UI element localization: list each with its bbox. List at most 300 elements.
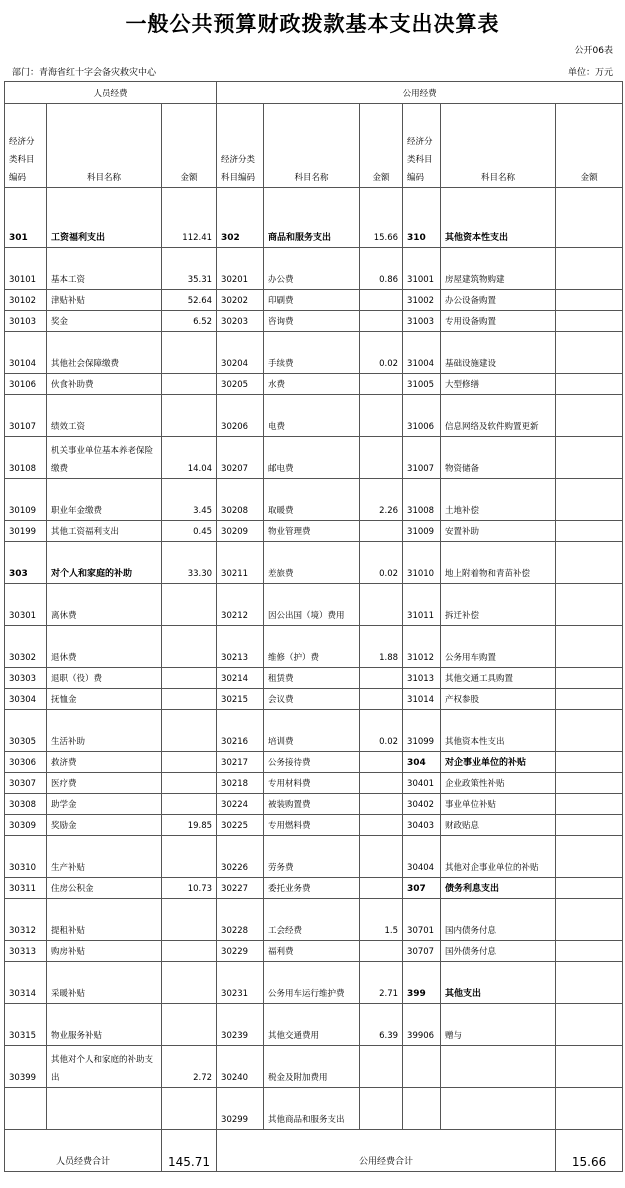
amount-cell <box>360 311 403 332</box>
name-cell: 劳务费 <box>264 836 360 878</box>
name-cell: 津贴补贴 <box>47 290 162 311</box>
code-cell: 30315 <box>5 1004 47 1046</box>
table-row <box>5 752 623 773</box>
name-cell: 福利费 <box>264 941 360 962</box>
code-cell: 30402 <box>403 794 441 815</box>
table-row <box>5 710 623 752</box>
amount-cell <box>556 542 623 584</box>
amount-cell: 0.02 <box>360 542 403 584</box>
name-header: 科目名称 <box>47 104 162 188</box>
amount-cell <box>360 584 403 626</box>
name-cell: 房屋建筑物购建 <box>441 248 556 290</box>
name-cell: 专用设备购置 <box>441 311 556 332</box>
code-cell: 30403 <box>403 815 441 836</box>
code-cell: 30309 <box>5 815 47 836</box>
table-row <box>5 542 623 584</box>
code-cell: 30211 <box>217 542 264 584</box>
name-cell: 助学金 <box>47 794 162 815</box>
code-cell <box>403 1088 441 1130</box>
table-row <box>5 395 623 437</box>
amount-header: 金额 <box>360 104 403 188</box>
amount-cell <box>360 1088 403 1130</box>
name-cell: 基础设施建设 <box>441 332 556 374</box>
name-cell: 基本工资 <box>47 248 162 290</box>
table-row <box>5 878 623 899</box>
name-cell: 办公费 <box>264 248 360 290</box>
amount-cell <box>360 878 403 899</box>
page-title: 一般公共预算财政拨款基本支出决算表 <box>125 11 500 36</box>
code-cell: 30306 <box>5 752 47 773</box>
code-header: 经济分类科目编码 <box>403 104 441 188</box>
amount-cell: 2.72 <box>162 1046 217 1088</box>
amount-cell <box>556 626 623 668</box>
amount-cell <box>556 188 623 248</box>
amount-cell <box>360 752 403 773</box>
name-cell: 商品和服务支出 <box>264 188 360 248</box>
code-cell: 30229 <box>217 941 264 962</box>
code-cell: 39906 <box>403 1004 441 1046</box>
name-cell: 退休费 <box>47 626 162 668</box>
name-cell: 其他社会保障缴费 <box>47 332 162 374</box>
code-cell: 30206 <box>217 395 264 437</box>
amount-cell <box>556 584 623 626</box>
amount-cell <box>162 584 217 626</box>
public-total-label: 公用经费合计 <box>217 1130 556 1172</box>
code-cell: 30307 <box>5 773 47 794</box>
amount-cell: 15.66 <box>360 188 403 248</box>
amount-cell <box>556 521 623 542</box>
code-cell: 30101 <box>5 248 47 290</box>
name-cell <box>441 1088 556 1130</box>
code-cell: 30302 <box>5 626 47 668</box>
amount-cell <box>556 311 623 332</box>
name-cell: 伙食补助费 <box>47 374 162 395</box>
amount-cell: 1.5 <box>360 899 403 941</box>
code-cell: 302 <box>217 188 264 248</box>
amount-cell: 0.02 <box>360 332 403 374</box>
amount-cell <box>360 374 403 395</box>
name-cell: 公务用车运行维护费 <box>264 962 360 1004</box>
name-cell <box>47 1088 162 1130</box>
table-row <box>5 1004 623 1046</box>
code-cell: 30204 <box>217 332 264 374</box>
name-cell: 住房公积金 <box>47 878 162 899</box>
name-cell: 大型修缮 <box>441 374 556 395</box>
code-cell: 31002 <box>403 290 441 311</box>
amount-header: 金额 <box>556 104 623 188</box>
code-cell: 30303 <box>5 668 47 689</box>
amount-cell <box>162 794 217 815</box>
name-cell: 其他交通工具购置 <box>441 668 556 689</box>
code-cell: 30226 <box>217 836 264 878</box>
code-cell: 30314 <box>5 962 47 1004</box>
amount-cell <box>556 668 623 689</box>
code-cell: 30217 <box>217 752 264 773</box>
table-row <box>5 626 623 668</box>
code-cell: 31099 <box>403 710 441 752</box>
code-cell: 30312 <box>5 899 47 941</box>
code-cell: 30103 <box>5 311 47 332</box>
name-cell: 产权参股 <box>441 689 556 710</box>
code-cell: 31008 <box>403 479 441 521</box>
amount-cell <box>556 773 623 794</box>
table-row <box>5 479 623 521</box>
personnel-total-value: 145.71 <box>162 1130 217 1172</box>
amount-cell <box>556 1088 623 1130</box>
amount-cell <box>556 899 623 941</box>
name-cell: 其他资本性支出 <box>441 188 556 248</box>
amount-cell <box>556 689 623 710</box>
amount-cell: 0.02 <box>360 710 403 752</box>
code-cell: 30299 <box>217 1088 264 1130</box>
code-cell <box>403 1046 441 1088</box>
name-cell: 其他资本性支出 <box>441 710 556 752</box>
table-row <box>5 521 623 542</box>
code-cell: 31012 <box>403 626 441 668</box>
amount-cell: 0.86 <box>360 248 403 290</box>
amount-cell: 14.04 <box>162 437 217 479</box>
name-cell <box>441 1046 556 1088</box>
table-row <box>5 668 623 689</box>
table-row <box>5 311 623 332</box>
amount-cell <box>556 962 623 1004</box>
code-cell: 30228 <box>217 899 264 941</box>
amount-cell <box>162 395 217 437</box>
name-cell: 医疗费 <box>47 773 162 794</box>
table-row <box>5 248 623 290</box>
code-cell: 30213 <box>217 626 264 668</box>
code-cell: 30216 <box>217 710 264 752</box>
code-cell: 30214 <box>217 668 264 689</box>
table-row <box>5 584 623 626</box>
name-cell: 租赁费 <box>264 668 360 689</box>
code-cell: 30208 <box>217 479 264 521</box>
code-cell: 30401 <box>403 773 441 794</box>
code-cell: 30308 <box>5 794 47 815</box>
amount-cell: 10.73 <box>162 878 217 899</box>
public-total-value: 15.66 <box>556 1130 623 1172</box>
amount-cell <box>556 479 623 521</box>
table-row <box>5 794 623 815</box>
code-cell: 30215 <box>217 689 264 710</box>
code-cell: 31011 <box>403 584 441 626</box>
amount-cell <box>360 395 403 437</box>
code-cell: 30212 <box>217 584 264 626</box>
amount-cell <box>556 1004 623 1046</box>
code-cell: 303 <box>5 542 47 584</box>
name-cell: 专用燃料费 <box>264 815 360 836</box>
amount-cell <box>360 815 403 836</box>
name-cell: 培训费 <box>264 710 360 752</box>
amount-cell <box>162 332 217 374</box>
amount-cell <box>556 1046 623 1088</box>
name-cell: 企业政策性补贴 <box>441 773 556 794</box>
amount-cell <box>162 689 217 710</box>
amount-cell <box>162 668 217 689</box>
code-cell: 310 <box>403 188 441 248</box>
name-cell: 物业管理费 <box>264 521 360 542</box>
name-cell: 电费 <box>264 395 360 437</box>
code-cell: 30202 <box>217 290 264 311</box>
name-cell: 其他对企事业单位的补贴 <box>441 836 556 878</box>
name-cell: 委托业务费 <box>264 878 360 899</box>
table-row <box>5 374 623 395</box>
amount-cell <box>162 710 217 752</box>
name-cell: 邮电费 <box>264 437 360 479</box>
code-cell: 31001 <box>403 248 441 290</box>
name-cell: 专用材料费 <box>264 773 360 794</box>
amount-cell <box>556 794 623 815</box>
amount-cell <box>556 248 623 290</box>
amount-cell <box>162 941 217 962</box>
name-cell: 奖励金 <box>47 815 162 836</box>
code-cell: 31004 <box>403 332 441 374</box>
amount-cell <box>162 773 217 794</box>
amount-cell <box>360 836 403 878</box>
name-cell: 事业单位补贴 <box>441 794 556 815</box>
code-cell: 307 <box>403 878 441 899</box>
name-cell: 其他交通费用 <box>264 1004 360 1046</box>
code-cell: 30218 <box>217 773 264 794</box>
name-cell: 提租补贴 <box>47 899 162 941</box>
amount-cell <box>162 962 217 1004</box>
code-cell: 30203 <box>217 311 264 332</box>
name-cell: 退职（役）费 <box>47 668 162 689</box>
code-cell: 31006 <box>403 395 441 437</box>
name-cell: 水费 <box>264 374 360 395</box>
amount-cell: 52.64 <box>162 290 217 311</box>
code-cell: 30199 <box>5 521 47 542</box>
name-cell: 国内债务付息 <box>441 899 556 941</box>
amount-cell: 6.52 <box>162 311 217 332</box>
amount-cell: 3.45 <box>162 479 217 521</box>
name-cell: 生产补贴 <box>47 836 162 878</box>
amount-cell: 2.71 <box>360 962 403 1004</box>
name-cell: 职业年金缴费 <box>47 479 162 521</box>
code-cell: 30311 <box>5 878 47 899</box>
code-cell: 30207 <box>217 437 264 479</box>
code-cell: 30109 <box>5 479 47 521</box>
code-cell: 30209 <box>217 521 264 542</box>
name-cell: 工会经费 <box>264 899 360 941</box>
table-row <box>5 332 623 374</box>
name-cell: 手续费 <box>264 332 360 374</box>
amount-cell <box>360 941 403 962</box>
code-cell: 31003 <box>403 311 441 332</box>
code-cell <box>5 1088 47 1130</box>
name-cell: 土地补偿 <box>441 479 556 521</box>
table-row <box>5 773 623 794</box>
code-cell: 30104 <box>5 332 47 374</box>
amount-cell: 6.39 <box>360 1004 403 1046</box>
name-cell: 其他对个人和家庭的补助支出 <box>47 1046 162 1088</box>
code-cell: 30310 <box>5 836 47 878</box>
public-header: 公用经费 <box>217 82 623 104</box>
code-cell: 30399 <box>5 1046 47 1088</box>
name-cell: 因公出国（境）费用 <box>264 584 360 626</box>
name-cell: 机关事业单位基本养老保险缴费 <box>47 437 162 479</box>
name-header: 科目名称 <box>264 104 360 188</box>
name-header: 科目名称 <box>441 104 556 188</box>
table-row <box>5 962 623 1004</box>
amount-cell <box>556 710 623 752</box>
amount-cell <box>360 773 403 794</box>
table-row <box>5 815 623 836</box>
name-cell: 咨询费 <box>264 311 360 332</box>
amount-cell <box>162 836 217 878</box>
code-cell: 301 <box>5 188 47 248</box>
code-cell: 31014 <box>403 689 441 710</box>
code-cell: 30201 <box>217 248 264 290</box>
name-cell: 奖金 <box>47 311 162 332</box>
name-cell: 信息网络及软件购置更新 <box>441 395 556 437</box>
amount-cell <box>556 437 623 479</box>
amount-cell <box>360 794 403 815</box>
name-cell: 被装购置费 <box>264 794 360 815</box>
amount-cell <box>556 752 623 773</box>
name-cell: 采暖补贴 <box>47 962 162 1004</box>
personnel-header: 人员经费 <box>5 82 217 104</box>
amount-cell <box>360 689 403 710</box>
expenditure-table <box>4 81 623 1172</box>
table-row <box>5 899 623 941</box>
amount-cell: 19.85 <box>162 815 217 836</box>
name-cell: 会议费 <box>264 689 360 710</box>
table-row <box>5 437 623 479</box>
name-cell: 赠与 <box>441 1004 556 1046</box>
name-cell: 其他商品和服务支出 <box>264 1088 360 1130</box>
name-cell: 救济费 <box>47 752 162 773</box>
name-cell: 物业服务补贴 <box>47 1004 162 1046</box>
code-cell: 399 <box>403 962 441 1004</box>
name-cell: 其他支出 <box>441 962 556 1004</box>
code-cell: 30224 <box>217 794 264 815</box>
amount-cell <box>360 437 403 479</box>
name-cell: 工资福利支出 <box>47 188 162 248</box>
code-cell: 30301 <box>5 584 47 626</box>
code-cell: 31005 <box>403 374 441 395</box>
code-cell: 31007 <box>403 437 441 479</box>
name-cell: 拆迁补偿 <box>441 584 556 626</box>
name-cell: 离休费 <box>47 584 162 626</box>
unit-label: 单位：万元 <box>567 68 613 78</box>
amount-cell <box>162 752 217 773</box>
amount-cell <box>162 899 217 941</box>
name-cell: 其他工资福利支出 <box>47 521 162 542</box>
amount-cell <box>360 1046 403 1088</box>
amount-header: 金额 <box>162 104 217 188</box>
amount-cell: 2.26 <box>360 479 403 521</box>
code-cell: 30707 <box>403 941 441 962</box>
form-number: 公开06表 <box>574 46 613 56</box>
code-cell: 30701 <box>403 899 441 941</box>
code-cell: 304 <box>403 752 441 773</box>
code-cell: 30227 <box>217 878 264 899</box>
amount-cell <box>556 290 623 311</box>
table-row <box>5 1046 623 1088</box>
code-cell: 30404 <box>403 836 441 878</box>
code-cell: 31010 <box>403 542 441 584</box>
amount-cell <box>556 941 623 962</box>
table-row <box>5 941 623 962</box>
code-header: 经济分类科目编码 <box>5 104 47 188</box>
amount-cell <box>556 836 623 878</box>
code-cell: 30205 <box>217 374 264 395</box>
name-cell: 取暖费 <box>264 479 360 521</box>
name-cell: 对企事业单位的补贴 <box>441 752 556 773</box>
code-cell: 30225 <box>217 815 264 836</box>
amount-cell <box>162 374 217 395</box>
amount-cell: 112.41 <box>162 188 217 248</box>
name-cell: 债务利息支出 <box>441 878 556 899</box>
code-cell: 30231 <box>217 962 264 1004</box>
name-cell: 地上附着物和青苗补偿 <box>441 542 556 584</box>
table-row <box>5 290 623 311</box>
amount-cell <box>162 1088 217 1130</box>
amount-cell <box>360 290 403 311</box>
table-row <box>5 188 623 248</box>
table-row <box>5 1088 623 1130</box>
name-cell: 绩效工资 <box>47 395 162 437</box>
name-cell: 安置补助 <box>441 521 556 542</box>
code-cell: 31009 <box>403 521 441 542</box>
name-cell: 公务接待费 <box>264 752 360 773</box>
code-cell: 30313 <box>5 941 47 962</box>
amount-cell: 1.88 <box>360 626 403 668</box>
code-cell: 30108 <box>5 437 47 479</box>
name-cell: 公务用车购置 <box>441 626 556 668</box>
code-header: 经济分类科目编码 <box>217 104 264 188</box>
name-cell: 物资储备 <box>441 437 556 479</box>
code-cell: 30240 <box>217 1046 264 1088</box>
code-cell: 30106 <box>5 374 47 395</box>
personnel-total-label: 人员经费合计 <box>5 1130 162 1172</box>
name-cell: 购房补贴 <box>47 941 162 962</box>
department-label: 部门：青海省红十字会备灾救灾中心 <box>12 68 157 78</box>
code-cell: 30239 <box>217 1004 264 1046</box>
name-cell: 税金及附加费用 <box>264 1046 360 1088</box>
name-cell: 财政贴息 <box>441 815 556 836</box>
name-cell: 维修（护）费 <box>264 626 360 668</box>
name-cell: 印刷费 <box>264 290 360 311</box>
table-row <box>5 689 623 710</box>
amount-cell <box>162 1004 217 1046</box>
amount-cell <box>556 395 623 437</box>
name-cell: 办公设备购置 <box>441 290 556 311</box>
name-cell: 国外债务付息 <box>441 941 556 962</box>
amount-cell: 35.31 <box>162 248 217 290</box>
code-cell: 30304 <box>5 689 47 710</box>
amount-cell <box>360 668 403 689</box>
code-cell: 30305 <box>5 710 47 752</box>
amount-cell <box>556 878 623 899</box>
amount-cell <box>162 626 217 668</box>
amount-cell: 33.30 <box>162 542 217 584</box>
code-cell: 30102 <box>5 290 47 311</box>
amount-cell <box>360 521 403 542</box>
amount-cell <box>556 374 623 395</box>
table-row <box>5 836 623 878</box>
code-cell: 30107 <box>5 395 47 437</box>
amount-cell <box>556 332 623 374</box>
amount-cell <box>556 815 623 836</box>
name-cell: 对个人和家庭的补助 <box>47 542 162 584</box>
name-cell: 生活补助 <box>47 710 162 752</box>
name-cell: 抚恤金 <box>47 689 162 710</box>
name-cell: 差旅费 <box>264 542 360 584</box>
amount-cell: 0.45 <box>162 521 217 542</box>
code-cell: 31013 <box>403 668 441 689</box>
